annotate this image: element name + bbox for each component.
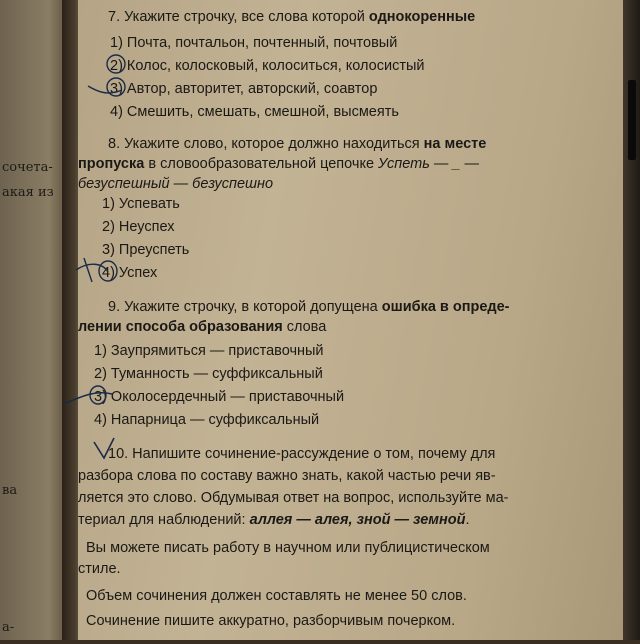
example-words: аллея — алея, зной — земной: [249, 512, 466, 528]
question-9-title-line-1: 9. Укажите строчку, в которой допущена ошибка в опреде-: [108, 299, 510, 315]
left-page-fragment: а-: [2, 620, 15, 635]
q10-para-2-line-2: стиле.: [78, 561, 121, 577]
left-page-fragment: сочета-: [2, 160, 53, 175]
question-7-title: 7. Укажите строчку, все слова которой однокоренные: [108, 9, 476, 25]
q8-option-1: 1) Успевать: [102, 196, 180, 212]
q7-option-1: 1) Почта, почтальон, почтенный, почтовый: [110, 35, 398, 51]
q8-option-3: 3) Преуспеть: [102, 242, 190, 258]
pen: [628, 80, 636, 160]
question-9-title-line-2: лении способа образования слова: [78, 319, 327, 335]
q7-option-4: 4) Смешить, смешать, смешной, высмеять: [110, 104, 399, 120]
q8-option-4: 4) Успех: [102, 265, 158, 281]
left-page-fragment: ва: [2, 483, 18, 498]
q10-line-2: разбора слова по составу важно знать, какой частью речи яв-: [78, 468, 496, 484]
textbook-page: [78, 0, 623, 640]
q10-para-2-line-1: Вы можете писать работу в научном или публицистическом: [86, 540, 490, 556]
q9-option-2: 2) Туманность — суффиксальный: [94, 366, 323, 382]
q10-para-3: Объем сочинения должен составлять не менее 50 слов.: [86, 588, 467, 604]
left-page-edge: [0, 0, 70, 640]
q9-option-4: 4) Напарница — суффиксальный: [94, 412, 320, 428]
keyword-bold: однокоренные: [368, 9, 476, 25]
question-8-title-line-2: пропуска в словообразовательной цепочке Успеть — _ —: [78, 156, 479, 172]
q9-option-3: 3) Околосердечный — приставочный: [94, 389, 345, 405]
q10-line-3: ляется это слово. Обдумывая ответ на вопрос, используйте ма-: [78, 490, 509, 506]
q10-line-1: 10. Напишите сочинение-рассуждение о том, почему для: [108, 446, 496, 462]
question-8-title-line-1: 8. Укажите слово, которое должно находиться на месте: [108, 136, 487, 152]
q7-option-3: 3) Автор, авторитет, авторский, соавтор: [110, 81, 378, 97]
question-8-title-line-3: безуспешный — безуспешно: [78, 176, 274, 192]
q10-line-4: териал для наблюдений: аллея — алея, зной — земной.: [78, 512, 470, 528]
q8-option-2: 2) Неуспех: [102, 219, 175, 235]
q7-option-2: 2) Колос, колосковый, колоситься, колосистый: [110, 58, 425, 74]
left-page-fragment: акая из: [2, 185, 54, 200]
q10-para-4: Сочинение пишите аккуратно, разборчивым почерком.: [86, 613, 456, 629]
q9-option-1: 1) Заупрямиться — приставочный: [94, 343, 324, 359]
